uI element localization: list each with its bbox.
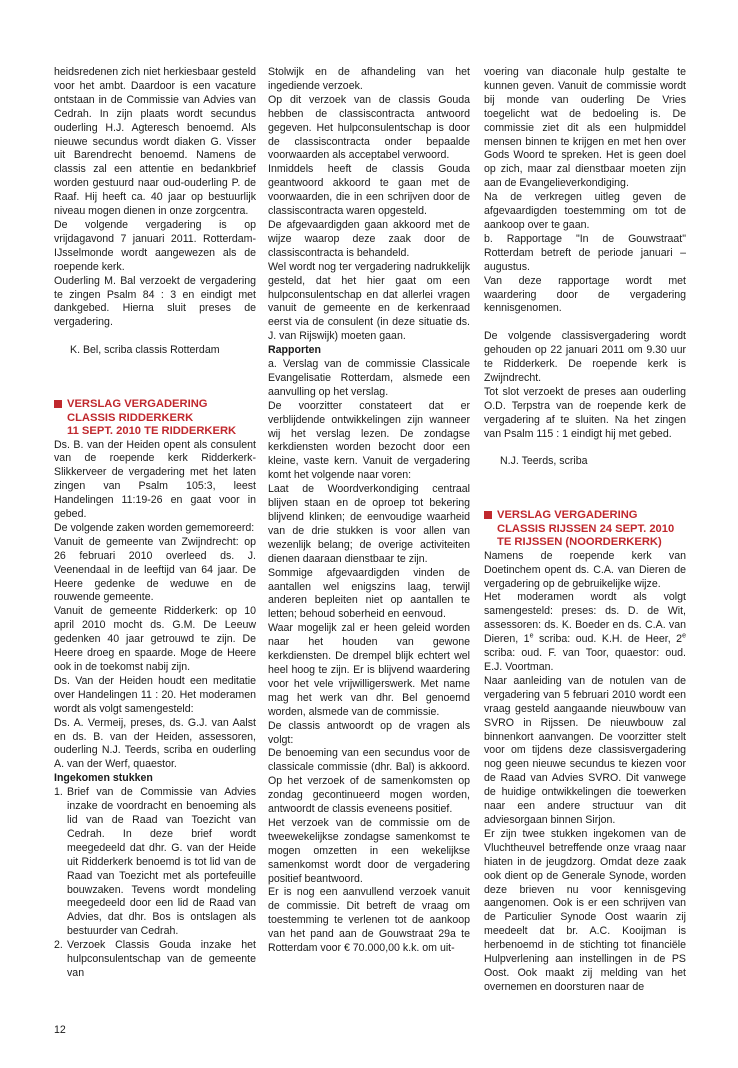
column-1 — [54, 66, 256, 981]
paragraph: Ds. Van der Heiden houdt een meditatie over Handelingen 11 : 20. Het moderamen wordt als volgt samengesteld: — [54, 674, 256, 715]
paragraph: Na de verkregen uitleg geven de afgevaardigden toestemming om tot de aankoop over te gaan. — [484, 191, 686, 231]
paragraph: De benoeming van een secundus voor de classicale commissie (dhr. Bal) is akkoord. Op het verzoek of de samenkomsten op zondag gecontinueerd mogen worden, antwoordt de classis eveneens positief. — [268, 747, 470, 816]
subheading-rapporten: Rapporten — [268, 344, 321, 357]
list-item — [54, 939, 256, 981]
superscript: e — [682, 632, 686, 640]
signature: N.J. Teerds, scriba — [500, 455, 588, 468]
paragraph: Naar aanleiding van de notulen van de vergadering van 5 februari 2010 wordt een vraag gesteld aangaande nieuwbouw van SVRO in Rijssen. De nieuwbouw zal binnenkort aanvangen. De voorzitter stelt voor om tijdens deze classisvergadering nog geen nieuwe secundus te kiezen voor de Raad van Advies SVRO. Dit vanwege de huidige ontwikkelingen die toewerken naar een andere structuur van dit adviesorgaan binnen Sirjon. — [484, 674, 686, 826]
paragraph: Er is nog een aanvullend verzoek vanuit de commissie. Dit betreft de vraag om toestemming te verlenen tot de aankoop van het pand aan de Gouwstraat 29a te Rotterdam voor € 70.000,00 k.k. om uit- — [268, 886, 470, 955]
paragraph: Ds. A. Vermeij, preses, ds. G.J. van Aalst en ds. B. van der Heiden, assessoren, ouderling N.J. Teerds, scriba en ouderling A. van der Werf, quaestor. — [54, 716, 256, 771]
list-text: Brief van de Commissie van Advies inzake de voordracht en benoeming als lid van de Raad van Toezicht van Cedrah. In deze brief wordt meegedeeld dat dhr. G. van der Heide uit Ridderkerk benoemd is tot lid van de Raad van Toezicht met als portefeuille bouwzaken. Tevens wordt mondeling meegedeeld door een lid de Raad van Advies, dat dhr. Bos is ontslagen als bestuurder van Cedrah. — [67, 786, 256, 938]
incoming-items-list — [54, 786, 256, 981]
paragraph: Namens de roepende kerk van Doetinchem opent ds. C.A. van Dieren de vergadering op de gebruikelijke wijze. — [484, 549, 686, 590]
paragraph: Er zijn twee stukken ingekomen van de Vluchtheuvel betreffende onze vraag naar hiaten in de jeugdzorg. Omdat deze zaak ook dient op de Generale Synode, worden deze brieven nu voor kennisgeving aangenomen. Ook is er een schrijven van de Particulier Synode Oost waarin zij meedeelt dat br. A.C. Kooijman is herbenoemd in de stichting tot financiële Hulpverlening aan instellingen in de PS Oost. Ook maakt zij melding van het overnemen en doorsturen naar de — [484, 827, 686, 993]
paragraph: De voorzitter constateert dat er verblijdende ontwikkelingen zijn wanneer wij het verslag lezen. De zondagse kerkdiensten worden bezocht door een kleine, vaste kern. Vanuit de vergadering komt het volgende naar voren: — [268, 399, 470, 482]
list-item — [54, 786, 256, 939]
paragraph: Ds. B. van der Heiden opent als consulent van de roepende kerk Ridderkerk-Slikkerveer de vergadering met het laten zingen van Psalm 105:3, leest Handelingen 11:19-26 en gaat voor in gebed. — [54, 438, 256, 521]
paragraph: Wel wordt nog ter vergadering nadrukkelijk gesteld, dat het hier gaat om een hulpconsulentschap en dat allerlei vragen vanuit de gemeente en de kerkenraad eerst via de consulent (in deze situatie ds. J. van Rijswijk) moeten gaan. — [268, 260, 470, 343]
heading-line: VERSLAG VERGADERING — [497, 509, 638, 522]
paragraph: De afgevaardigden gaan akkoord met de wijze waarop deze zaak door de classiscontracta is behandeld. — [268, 218, 470, 259]
list-number: 1. — [54, 786, 63, 799]
paragraph: Sommige afgevaardigden vinden de aantallen wel enigszins laag, terwijl anderen bepleiten niet op aantallen te letten; behoud soberheid en eenvoud. — [268, 566, 470, 621]
paragraph: Vanuit de gemeente Ridderkerk: op 10 april 2010 mocht ds. G.M. De Leeuw gedenken 40 jaar getrouwd te zijn. De Heere droeg en spaarde. Moge de Heere ook in de toekomst nabij zijn. — [54, 605, 256, 674]
heading-line: CLASSIS RIJSSEN 24 SEPT. 2010 — [497, 522, 675, 535]
paragraph: Het verzoek van de commissie om de tweewekelijkse zondagse samenkomst te mogen omzetten in een wekelijkse samenkomst wordt door de vergadering positief beantwoord. — [268, 816, 470, 885]
paragraph: b. Rapportage "In de Gouwstraat" Rotterdam betreft de periode januari – augustus. — [484, 232, 686, 273]
list-text: Verzoek Classis Gouda inzake het hulpconsulentschap van de gemeente van — [67, 939, 256, 979]
text-run: scriba: oud. K.H. de Heer, 2 — [533, 633, 683, 646]
paragraph: Van deze rapportage wordt met waardering door de vergadering kennisgenomen. — [484, 274, 686, 315]
text-run: Het moderamen wordt als volgt samengesteld: preses: ds. D. de Wit, assessoren: ds. K. Boeder en ds. C.A. van Dieren, 1 — [484, 591, 686, 646]
section-heading-ridderkerk — [54, 398, 256, 439]
heading-line: CLASSIS RIDDERKERK — [67, 411, 194, 424]
list-number: 2. — [54, 939, 63, 952]
paragraph: a. Verslag van de commissie Classicale Evangelisatie Rotterdam, alsmede een aanvulling op het verslag. — [268, 358, 470, 398]
paragraph: voering van diaconale hulp gestalte te kunnen geven. Vanuit de commissie wordt bij monde van ouderling De Vries toegelicht wat de bedoeling is. De commissie ziet dit als een hulpmiddel mensen binnen te krijgen en met hen over Gods Woord te spreken. Het is geen doel op zich, maar zal dienstbaar moeten zijn aan de Evangelieverkondiging. — [484, 66, 686, 190]
paragraph: De volgende classisvergadering wordt gehouden op 22 januari 2011 om 9.30 uur te Ridderkerk. De roepende kerk is Zwijndrecht. — [484, 330, 686, 384]
heading-square-icon — [54, 400, 62, 408]
paragraph: Op dit verzoek van de classis Gouda hebben de classiscontracta antwoord gegeven. Het hulpconsulentschap is door de classiscontracta onder bepaalde voorwaarden als acceptabel verwoord. — [268, 93, 470, 162]
paragraph: De classis antwoordt op de vragen als volgt: — [268, 719, 470, 746]
paragraph: Ouderling M. Bal verzoekt de vergadering te zingen Psalm 84 : 3 en eindigt met dankgebed. Hierna sluit preses de vergadering. — [54, 274, 256, 329]
heading-line: VERSLAG VERGADERING — [67, 398, 208, 411]
paragraph: Inmiddels heeft de classis Gouda geantwoord akkoord te gaan met de voorwaarden, die in een schrijven door de classiscontracta waren opgesteld. — [268, 163, 470, 218]
paragraph: Waar mogelijk zal er heen geleid worden naar het houden van gewone kerkdiensten. De drempel blijk echtert wel heel hoog te zijn. Er is blijvend waardering voor het vele vrijwilligerswerk. Met name mag het werk van dhr. Bel genoemd worden, alsmede van de commissie. — [268, 622, 470, 718]
paragraph: Tot slot verzoekt de preses aan ouderling O.D. Terpstra van de roepende kerk de vergadering af te sluiten. Na het zingen van Psalm 115 : 1 eindigt hij met gebed. — [484, 385, 686, 440]
text-run: scriba: oud. F. van Toor, quaestor: oud. E.J. Voortman. — [484, 647, 686, 673]
signature: K. Bel, scriba classis Rotterdam — [70, 344, 220, 357]
paragraph: heidsredenen zich niet herkiesbaar gesteld voor het ambt. Daardoor is een vacature ontstaan in de Commissie van Advies van Cedrah. In zijn plaats wordt secundus ouderling H.J. Agteresch benoemd. Als nieuwe secundus wordt diaken G. Visser uit Barendrecht benoemd. Namens de classis zal een attentie en bedankbrief worden gestuurd naar oud-ouderling P. de Raaf. Hij heeft ca. 40 jaar op bestuurlijk niveau mogen dienen in onze zorgcentra. — [54, 66, 256, 218]
heading-square-icon — [484, 511, 492, 519]
column-2 — [268, 66, 470, 956]
page-number: 12 — [54, 1024, 66, 1036]
superscript: e — [529, 632, 534, 640]
heading-line: TE RIJSSEN (NOORDERKERK) — [497, 536, 662, 549]
paragraph-moderamen — [484, 591, 686, 674]
paragraph: Stolwijk en de afhandeling van het ingediende verzoek. — [268, 66, 470, 92]
column-3 — [484, 66, 686, 995]
subheading-ingekomen-stukken: Ingekomen stukken — [54, 772, 153, 785]
section-heading-rijssen — [484, 509, 686, 550]
paragraph: Vanuit de gemeente van Zwijndrecht: op 26 februari 2010 overleed ds. J. Veenendaal in de leeftijd van 64 jaar. De Heere gedenke de weduwe en de rouwende gemeente. — [54, 535, 256, 604]
paragraph: Laat de Woordverkondiging centraal blijven staan en de oproep tot bekering blijvend klinken; de eenvoudige waarheid van de drie stukken is voor allen van wezenlijk belang; de overige activiteiten dienen daaraan dienstbaar te zijn. — [268, 483, 470, 565]
heading-line: 11 SEPT. 2010 TE RIDDERKERK — [67, 425, 237, 438]
paragraph: De volgende vergadering is op vrijdagavond 7 januari 2011. Rotterdam-IJsselmonde wordt aangewezen als de roepende kerk. — [54, 218, 256, 273]
paragraph: De volgende zaken worden gememoreerd: — [54, 521, 255, 534]
